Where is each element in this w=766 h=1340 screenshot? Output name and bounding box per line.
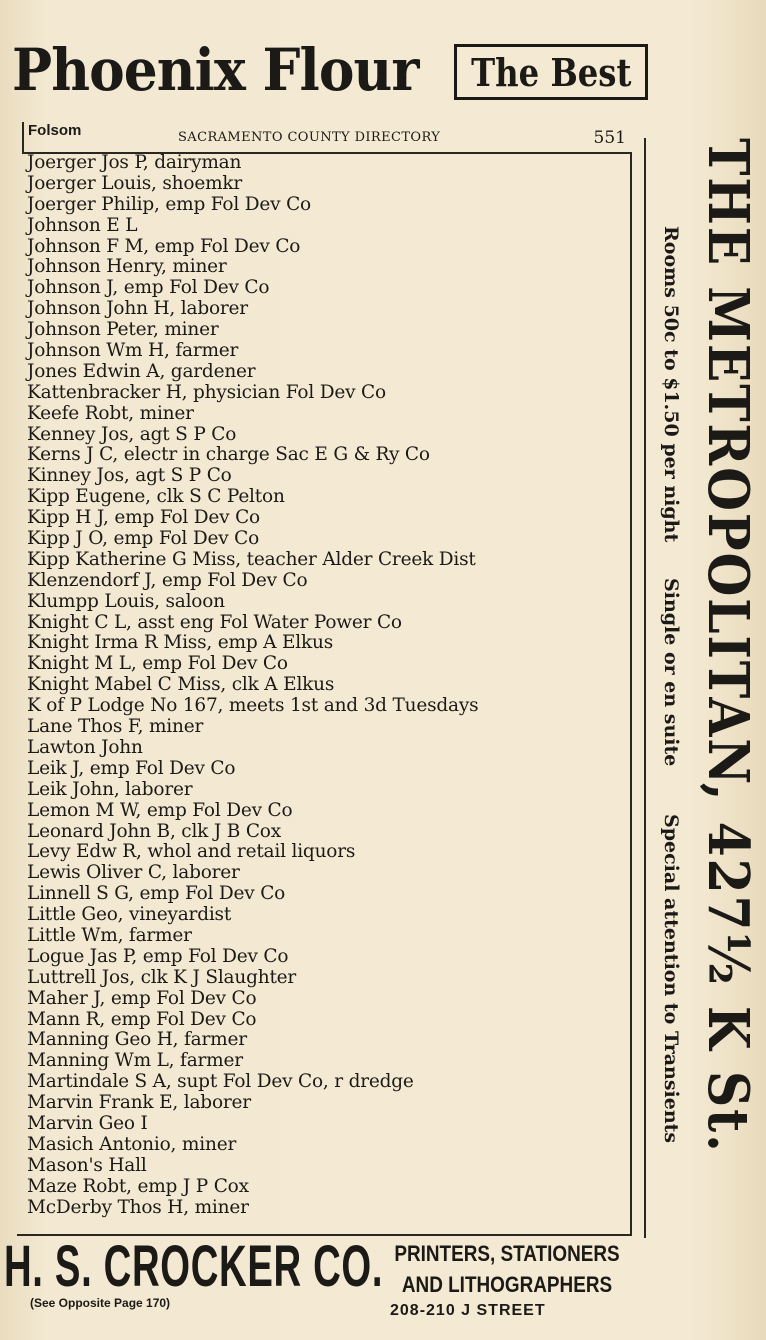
directory-entry: Johnson Henry, miner [27, 256, 227, 278]
directory-entry: K of P Lodge No 167, meets 1st and 3d Tuesdays [27, 695, 479, 717]
directory-entry: Marvin Frank E, laborer [27, 1092, 251, 1114]
directory-entry: Knight Mabel C Miss, clk A Elkus [27, 674, 335, 696]
directory-entry: Manning Geo H, farmer [27, 1029, 247, 1051]
directory-entry: Johnson E L [27, 214, 138, 236]
directory-entry: Maze Robt, emp J P Cox [27, 1175, 249, 1197]
directory-entry: Klumpp Louis, saloon [27, 590, 225, 612]
listing-box [17, 152, 632, 1236]
directory-entry: Lewis Oliver C, laborer [27, 862, 240, 884]
rooms-rate: Rooms 50c to $1.50 per night [660, 226, 682, 543]
directory-entry: Leik J, emp Fol Dev Co [27, 757, 236, 779]
directory-entry: Lemon M W, emp Fol Dev Co [27, 799, 293, 821]
directory-entry: Leonard John B, clk J B Cox [27, 820, 281, 842]
directory-entry: McDerby Thos H, miner [27, 1196, 249, 1218]
directory-title: SACRAMENTO COUNTY DIRECTORY [178, 130, 441, 145]
directory-entry: Mann R, emp Fol Dev Co [27, 1008, 257, 1030]
top-advertisement [12, 30, 652, 110]
directory-entry: Knight M L, emp Fol Dev Co [27, 653, 288, 675]
metropolitan-headline: THE METROPOLITAN, 427½ K St. [695, 138, 761, 1154]
directory-entry: Kipp H J, emp Fol Dev Co [27, 507, 260, 529]
directory-entry: Logue Jas P, emp Fol Dev Co [27, 945, 289, 967]
directory-entry: Jones Edwin A, gardener [27, 360, 256, 382]
printers-line-1: PRINTERS, STATIONERS [394, 1241, 620, 1266]
transients-note: Special attention to Transients [660, 814, 682, 1144]
printers-lines [372, 1238, 642, 1300]
directory-entries [27, 152, 627, 1217]
directory-entry: Kerns J C, electr in charge Sac E G & Ry Co [27, 444, 430, 466]
side-ad-details [654, 130, 688, 1230]
bottom-advertisement [0, 1232, 766, 1340]
side-ad-rotated-text [636, 130, 760, 1230]
directory-entry: Martindale S A, supt Fol Dev Co, r dredge [27, 1071, 414, 1093]
directory-entry: Knight C L, asst eng Fol Water Power Co [27, 611, 402, 633]
directory-entry: Kipp J O, emp Fol Dev Co [27, 528, 260, 550]
printers-line-2: AND LITHOGRAPHERS [401, 1272, 613, 1297]
side-advertisement [636, 130, 760, 1240]
street-address: 208-210 J STREET [390, 1302, 546, 1319]
directory-entry: Joerger Louis, shoemkr [27, 172, 243, 194]
page-number: 551 [593, 128, 626, 148]
directory-entry: Masich Antonio, miner [27, 1133, 237, 1155]
directory-entry: Kipp Katherine G Miss, teacher Alder Creek Dist [27, 548, 476, 570]
the-best-label: The Best [470, 49, 632, 95]
directory-entry: Johnson Peter, miner [27, 319, 219, 341]
town-name: Folsom [28, 122, 82, 139]
crocker-company-name: H. S. CROCKER CO. [4, 1234, 384, 1299]
directory-entry: Klenzendorf J, emp Fol Dev Co [27, 569, 308, 591]
directory-entry: Kipp Eugene, clk S C Pelton [27, 486, 285, 508]
page-header [22, 118, 632, 152]
directory-entry: Lane Thos F, miner [27, 716, 204, 738]
directory-entry: Luttrell Jos, clk K J Slaughter [27, 966, 297, 988]
directory-entry: Leik John, laborer [27, 778, 193, 800]
header-left-rule [22, 122, 24, 154]
see-opposite-note: (See Opposite Page 170) [30, 1296, 171, 1310]
directory-entry: Joerger Jos P, dairyman [27, 152, 242, 173]
directory-entry: Little Wm, farmer [27, 924, 192, 946]
directory-entry: Kinney Jos, agt S P Co [27, 465, 232, 487]
suite-note: Single or en suite [660, 578, 682, 767]
directory-entry: Keefe Robt, miner [27, 402, 194, 424]
directory-entry: Johnson Wm H, farmer [27, 340, 239, 362]
directory-entry: Marvin Geo I [27, 1112, 148, 1134]
directory-entry: Johnson John H, laborer [27, 298, 248, 320]
directory-entry: Linnell S G, emp Fol Dev Co [27, 883, 286, 905]
phoenix-flour-headline: Phoenix Flour [12, 36, 419, 104]
directory-entry: Kenney Jos, agt S P Co [27, 423, 237, 445]
directory-entry: Little Geo, vineyardist [27, 904, 232, 926]
directory-entry: Kattenbracker H, physician Fol Dev Co [27, 381, 386, 403]
directory-entry: Johnson F M, emp Fol Dev Co [27, 235, 301, 257]
directory-entry: Joerger Philip, emp Fol Dev Co [27, 193, 311, 215]
the-best-box [454, 44, 648, 100]
directory-entry: Mason's Hall [27, 1154, 147, 1176]
directory-entry: Knight Irma R Miss, emp A Elkus [27, 632, 334, 654]
directory-entry: Lawton John [27, 736, 143, 758]
directory-entry: Levy Edw R, whol and retail liquors [27, 841, 356, 863]
directory-entry: Johnson J, emp Fol Dev Co [27, 277, 270, 299]
directory-entry: Manning Wm L, farmer [27, 1050, 243, 1072]
directory-entry: Maher J, emp Fol Dev Co [27, 987, 257, 1009]
